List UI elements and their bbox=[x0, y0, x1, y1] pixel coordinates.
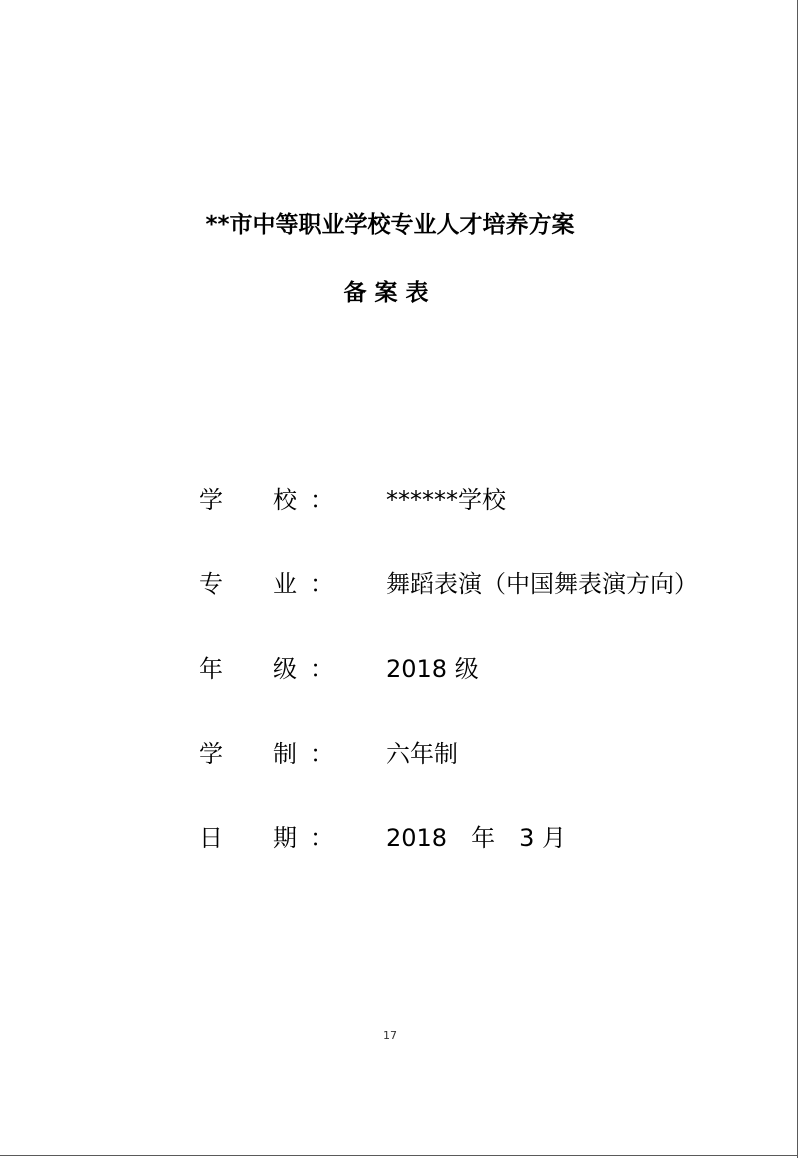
document-subtitle: 备案表 bbox=[343, 280, 437, 306]
field-row-duration bbox=[0, 734, 780, 768]
field-label-colon: ： bbox=[310, 486, 334, 514]
field-value-date: 2018 年 3 月 bbox=[386, 824, 566, 852]
field-label-char-1: 日 bbox=[199, 824, 223, 852]
document-title: **市中等职业学校专业人才培养方案 bbox=[205, 212, 575, 238]
field-row-grade bbox=[0, 649, 780, 683]
field-label-colon: ： bbox=[310, 570, 334, 598]
field-label-char-1: 学 bbox=[199, 486, 223, 514]
field-label-char-2: 级 bbox=[273, 655, 297, 683]
field-label-colon: ： bbox=[310, 824, 334, 852]
page-border-right bbox=[797, 0, 798, 1158]
field-label-colon: ： bbox=[310, 655, 334, 683]
field-label-colon: ： bbox=[310, 740, 334, 768]
field-value-major: 舞蹈表演（中国舞表演方向） bbox=[386, 570, 698, 598]
field-label-char-1: 年 bbox=[199, 655, 223, 683]
field-row-date bbox=[0, 818, 780, 852]
field-row-school bbox=[0, 480, 780, 514]
field-label-char-1: 专 bbox=[199, 570, 223, 598]
field-row-major bbox=[0, 564, 780, 598]
field-label-char-1: 学 bbox=[199, 740, 223, 768]
page-number: 17 bbox=[383, 1029, 397, 1042]
field-label-char-2: 业 bbox=[273, 570, 297, 598]
field-value-duration: 六年制 bbox=[386, 740, 458, 768]
field-label-char-2: 制 bbox=[273, 740, 297, 768]
field-value-school: ******学校 bbox=[386, 486, 506, 514]
page-border-bottom bbox=[0, 1155, 798, 1156]
field-label-char-2: 校 bbox=[273, 486, 297, 514]
field-label-char-2: 期 bbox=[273, 824, 297, 852]
field-value-grade: 2018 级 bbox=[386, 655, 479, 683]
